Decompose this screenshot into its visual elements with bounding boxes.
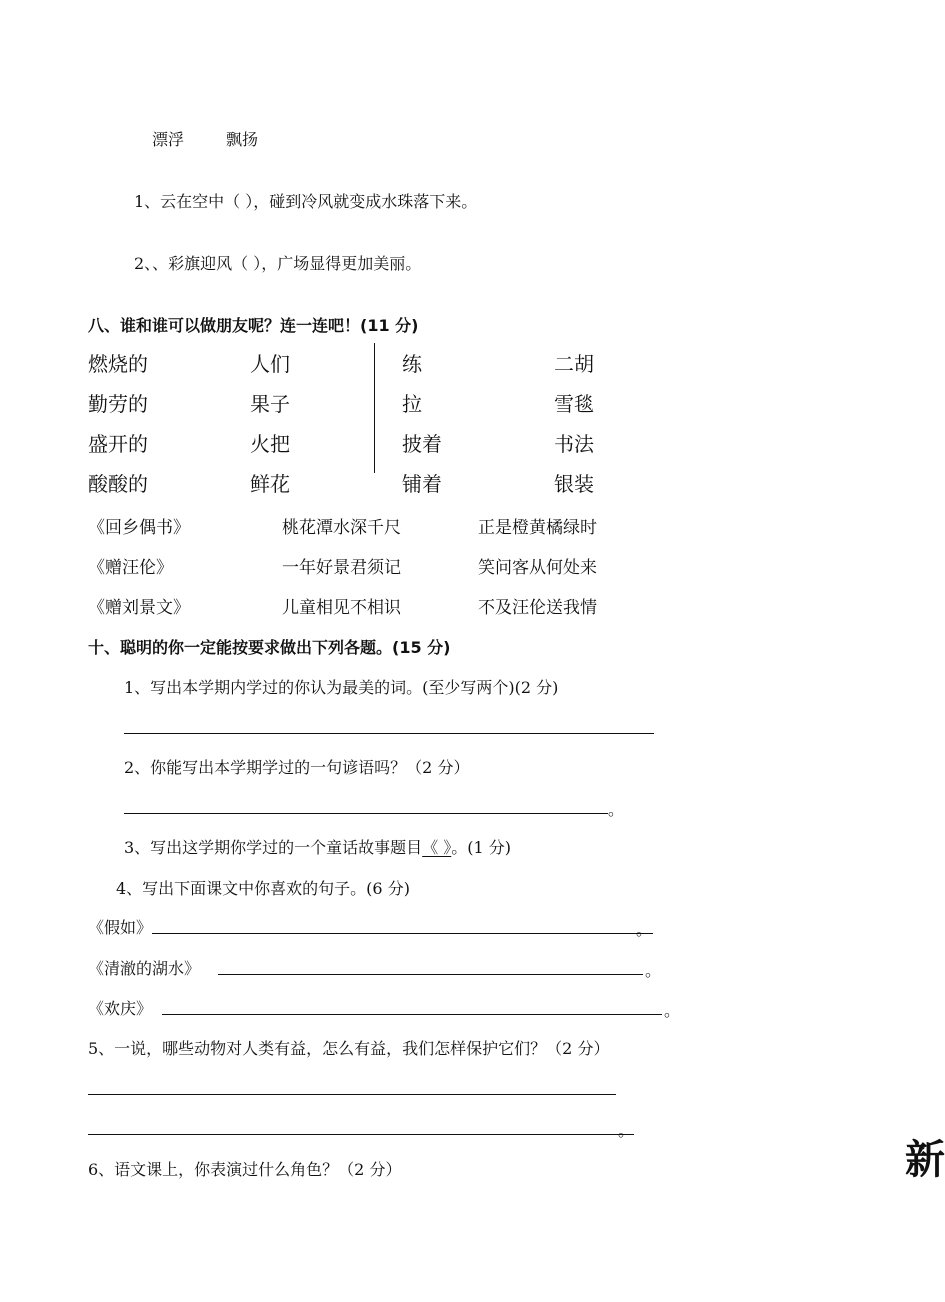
word-option: 飘扬 xyxy=(226,130,259,149)
match-word: 铺着 xyxy=(402,472,442,496)
match-word: 二胡 xyxy=(554,352,594,376)
poem-line: 正是橙黄橘绿时 xyxy=(478,518,597,538)
period-mark: 。 xyxy=(618,1121,635,1140)
question: 4、写出下面课文中你喜欢的句子。(6 分) xyxy=(116,879,410,898)
question-text: 3、写出这学期你学过的一个童话故事题目 xyxy=(124,838,423,857)
question: 1、写出本学期内学过的你认为最美的词。(至少写两个)(2 分) xyxy=(124,678,559,697)
divider xyxy=(374,343,375,473)
poem-line: 桃花潭水深千尺 xyxy=(282,518,401,538)
poem-title: 《赠刘景文》 xyxy=(88,598,190,618)
question-score: 。(1 分) xyxy=(451,838,512,857)
question: 5、一说，哪些动物对人类有益，怎么有益，我们怎样保护它们？（2 分） xyxy=(88,1039,610,1058)
question xyxy=(124,835,511,858)
word-option: 漂浮 xyxy=(152,130,185,149)
poem-line: 不及汪伦送我情 xyxy=(478,598,597,618)
match-word: 勤劳的 xyxy=(88,392,148,416)
answer-line[interactable] xyxy=(152,933,653,934)
answer-line[interactable] xyxy=(162,1014,662,1015)
answer-line[interactable] xyxy=(124,813,608,814)
match-word: 雪毯 xyxy=(554,392,594,416)
poem-line: 儿童相见不相识 xyxy=(282,598,401,618)
match-word: 拉 xyxy=(402,392,422,416)
section-title: 八、谁和谁可以做朋友呢？连一连吧！(11 分) xyxy=(88,316,419,335)
poem-line: 一年好景君须记 xyxy=(282,558,401,578)
match-word: 人们 xyxy=(250,352,290,376)
edge-character: 新 xyxy=(905,1137,945,1183)
match-word: 银装 xyxy=(554,472,594,496)
poem-line: 笑问客从何处来 xyxy=(478,558,597,578)
match-word: 练 xyxy=(402,352,422,376)
match-word: 盛开的 xyxy=(88,432,148,456)
lesson-title: 《假如》 xyxy=(88,918,153,937)
poem-title: 《赠汪伦》 xyxy=(88,558,173,578)
answer-line[interactable] xyxy=(218,974,643,975)
match-word: 火把 xyxy=(250,432,290,456)
fill-blank-question: 2、、彩旗迎风（ ），广场显得更加美丽。 xyxy=(134,254,422,273)
answer-line[interactable] xyxy=(88,1134,634,1135)
match-word: 果子 xyxy=(250,392,290,416)
question: 2、你能写出本学期学过的一句谚语吗？（2 分） xyxy=(124,758,470,777)
period-mark: 。 xyxy=(636,920,653,939)
answer-line[interactable] xyxy=(88,1094,616,1095)
section-title: 十、聪明的你一定能按要求做出下列各题。(15 分) xyxy=(88,638,451,657)
match-word: 披着 xyxy=(402,432,442,456)
period-mark: 。 xyxy=(664,1001,681,1020)
match-word: 鲜花 xyxy=(250,472,290,496)
match-word: 酸酸的 xyxy=(88,472,148,496)
match-word: 书法 xyxy=(554,432,594,456)
answer-line[interactable] xyxy=(124,733,654,734)
period-mark: 。 xyxy=(645,961,662,980)
question: 6、语文课上，你表演过什么角色？（2 分） xyxy=(88,1160,402,1179)
lesson-title: 《清澈的湖水》 xyxy=(88,959,201,978)
poem-title: 《回乡偶书》 xyxy=(88,518,190,538)
period-mark: 。 xyxy=(608,800,625,819)
story-title-blank[interactable]: 《 》 xyxy=(422,838,452,857)
match-word: 燃烧的 xyxy=(88,352,148,376)
lesson-title: 《欢庆》 xyxy=(88,999,153,1018)
fill-blank-question: 1、云在空中（ ），碰到冷风就变成水珠落下来。 xyxy=(134,192,478,211)
